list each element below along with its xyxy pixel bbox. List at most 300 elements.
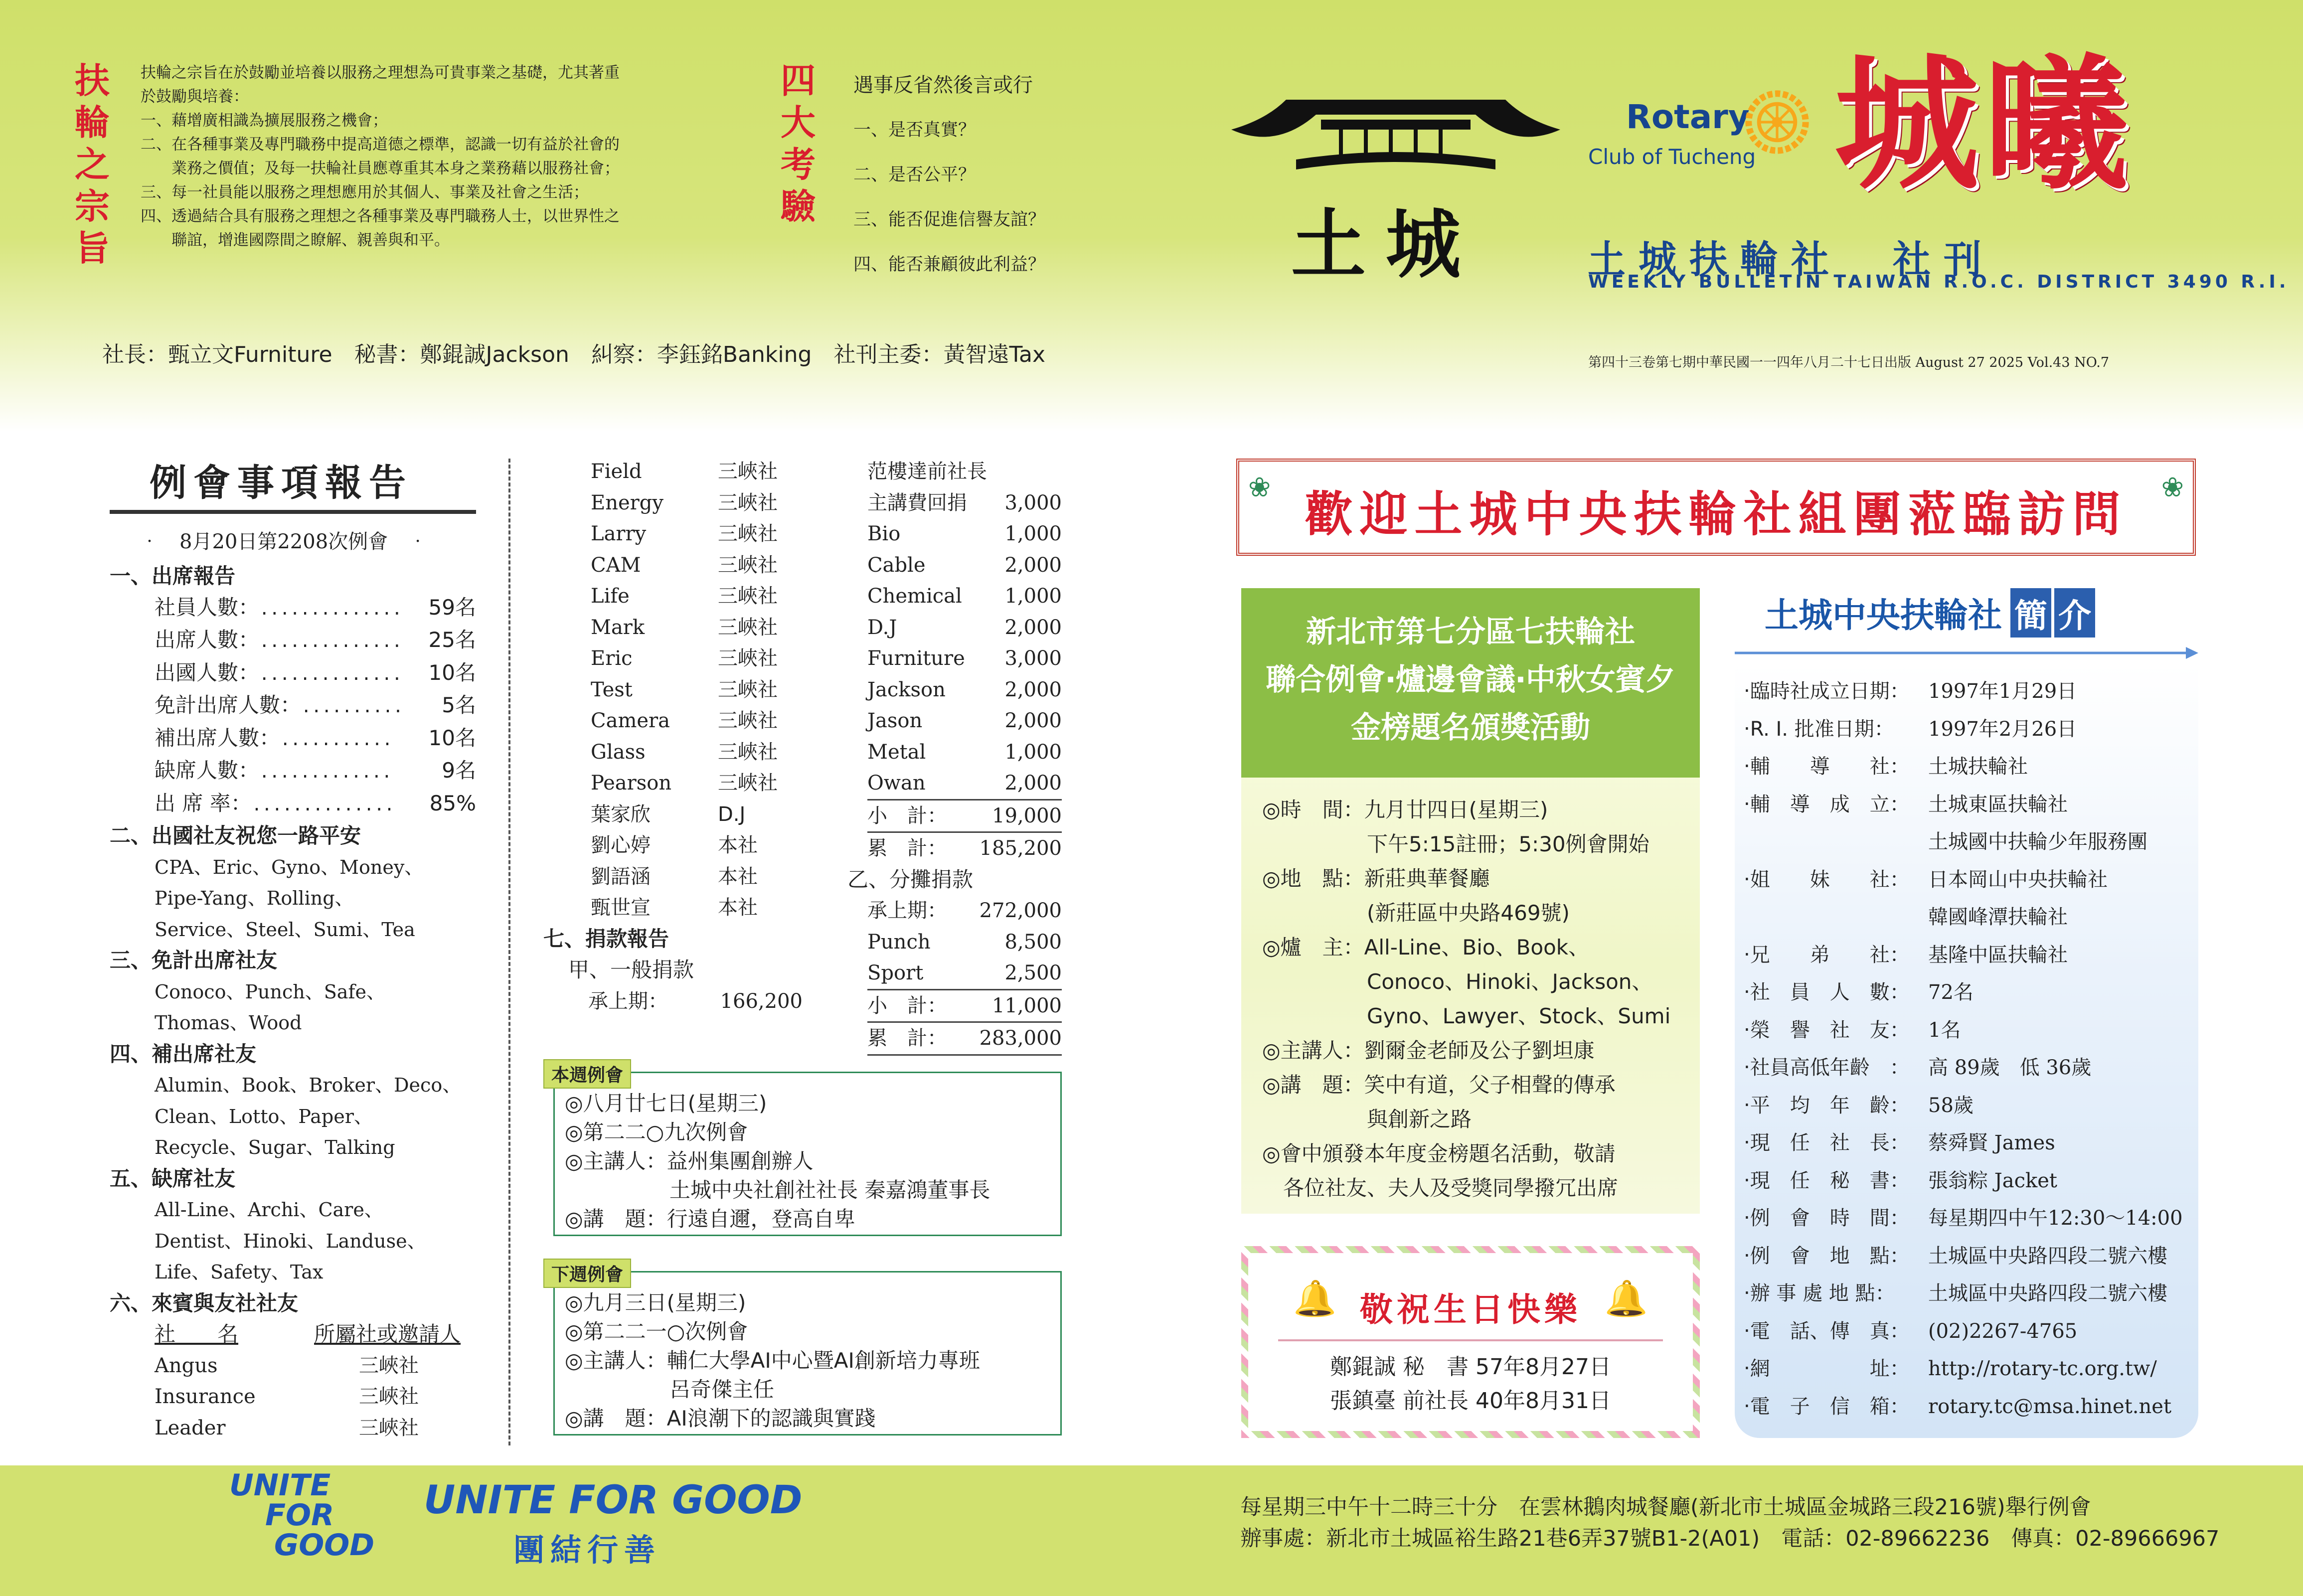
four-way-item: 二、是否公平？ [853,165,976,185]
guest-name: Eric [591,647,633,670]
profile-key: ‧辦 事 處 地 點： [1744,1282,1895,1305]
total-label: 累 計： [867,837,947,860]
guest-name: 葉家欣 [591,802,651,826]
guest-name: Leader [155,1416,226,1439]
profile-value: (02)2267-4765 [1928,1319,2078,1343]
subtotal-a-row [867,799,1062,832]
donation-value: 2,000 [1004,678,1062,701]
event-title-block [1241,588,1700,778]
profile-value: 1997年2月26日 [1928,717,2077,741]
four-way-item: 一、是否真實？ [853,120,976,140]
profile-key: ‧榮 譽 社 友： [1744,1018,1910,1042]
event-title-line: 新北市第七分區七扶輪社 [1306,615,1635,649]
donation-value: 2,000 [1004,616,1062,639]
profile-row [1744,861,2198,899]
attendance-dots: .......... [301,697,403,717]
guest-club: 本社 [718,834,758,857]
guest-name: Angus [155,1354,218,1377]
profile-key: ‧例 會 時 間： [1744,1207,1910,1230]
donation-value: 2,000 [1004,553,1062,577]
profile-row [1744,1012,2198,1050]
profile-key: ‧社 員 人 數： [1744,981,1910,1004]
attendance-label: 出 席 率： [155,791,252,815]
slogan-en: UNITE FOR GOOD [424,1478,803,1523]
profile-value: 高 89歲 低 36歲 [1928,1056,2092,1079]
section-2-line: Service、Steel、Sumi、Tea [155,918,415,941]
section-3-heading: 三、免計出席社友 [110,948,278,972]
subtotal-value: 11,000 [992,994,1062,1017]
profile-row [1744,748,2198,786]
welcome-text: 歡迎土城中央扶輪社組團蒞臨訪問 [1305,486,2128,542]
donation-name: Bio [867,522,901,545]
carry-over-value: 166,200 [720,989,803,1013]
four-way-intro: 遇事反省然後言或行 [853,74,1033,97]
profile-row [1744,1388,2198,1426]
attendance-row [110,625,476,657]
event-title-line: 金榜題名頒獎活動 [1351,710,1590,745]
donation-value: 272,000 [979,899,1062,922]
guest-col-club: 所屬社或邀請人 [314,1322,461,1346]
guest-name: Insurance [155,1385,256,1408]
profile-value: rotary.tc@msa.hinet.net [1928,1395,2172,1418]
temple-gate-icon [1226,80,1565,174]
guest-club: 三峽社 [718,709,778,732]
birthday-title: 敬祝生日快樂 [1360,1290,1581,1329]
profile-row [1744,1238,2198,1276]
donation-row [867,674,1062,706]
birthday-card [1241,1246,1700,1438]
city-name: 土城 [1291,201,1481,289]
next-week-line: 呂奇傑主任 [565,1377,775,1402]
attendance-row [110,723,476,756]
guest-name: 甄世宣 [591,896,651,919]
donation-name: 主講費回捐 [867,491,967,514]
guest-club: 三峽社 [718,522,778,545]
section-4-heading: 四、補出席社友 [110,1041,257,1066]
event-line: ◎主講人：劉爾金老師及公子劉坦康 [1262,1038,1595,1063]
attendance-heading: 一、出席報告 [110,564,236,588]
total-value: 185,200 [979,837,1062,860]
guest-row [110,1413,476,1444]
section-5-line: All-Line、Archi、Care、 [155,1199,383,1221]
attendance-value: 85% [429,791,476,815]
attendance-label: 社員人數： [155,595,260,620]
guest-row [110,1381,476,1413]
section-5-heading: 五、缺席社友 [110,1166,236,1191]
birthday-divider [1278,1339,1663,1341]
profile-value: 土城區中央路四段二號六樓 [1928,1244,2167,1268]
meeting-number: ‧ 8月20日第2208次例會 ‧ [140,530,428,553]
four-way-item: 三、能否促進信譽友誼？ [853,210,1046,230]
attendance-value: 5名 [442,693,476,717]
profile-row [1744,974,2198,1012]
this-week-line: ◎第二二○九次例會 [565,1120,748,1144]
profile-row [1744,1087,2198,1125]
guest-col-name: 社 名 [155,1322,239,1346]
this-week-label: 本週例會 [543,1059,631,1089]
attendance-dots: .............. [259,664,402,684]
event-line: ◎地 點：新莊典華餐廳 [1262,866,1490,891]
donation-row [867,487,1062,519]
profile-key: ‧網 址： [1744,1357,1910,1380]
section-4-line: Recycle、Sugar、Talking [155,1136,395,1158]
donation-value: 1,000 [1004,522,1062,545]
guest-row [543,705,803,737]
guest-name: Life [591,585,630,608]
profile-row [1744,1313,2198,1351]
unite-logo-line: FOR [265,1498,334,1533]
next-week-line: ◎主講人：輔仁大學AI中心暨AI創新培力專班 [565,1348,980,1373]
donation-name: 承上期： [867,899,947,922]
donation-row [867,958,1062,989]
event-line: Gyno、Lawyer、Stock、Sumi [1262,1004,1671,1028]
purpose-item: 二、在各種事業及專門職務中提高道德之標準，認識一切有益於社會的 [141,136,620,154]
donation-value: 1,000 [1004,585,1062,608]
profile-value: 每星期四中午12:30～14:00 [1928,1207,2183,1230]
this-week-line: ◎八月廿七日(星期三) [565,1091,767,1116]
donation-value: 2,000 [1004,772,1062,795]
profile-value: 基隆中區扶輪社 [1928,943,2068,966]
donation-col [847,456,1062,1056]
donation-name: Cable [867,553,926,577]
club-wordmark: Club of Tucheng [1588,145,1756,169]
profile-key: ‧社員高低年齡 ： [1744,1056,1910,1079]
guest-row [543,737,803,768]
profile-row [1744,899,2198,937]
event-line: ◎爐 主：All-Line、Bio、Book、 [1262,935,1590,959]
section-2-heading: 二、出國社友祝您一路平安 [110,823,361,848]
donation-value: 3,000 [1004,647,1062,670]
guest-row [543,581,803,612]
guest-name: Test [591,678,633,701]
four-way-text [853,63,1045,287]
bell-icon: 🔔 [1293,1278,1337,1319]
attendance-row [110,690,476,723]
four-way-item: 四、能否兼顧彼此利益？ [853,255,1046,275]
donation-value: 8,500 [1004,930,1062,954]
guest-row [543,768,803,799]
profile-row [1744,673,2198,711]
profile-key: ‧輔 導 成 立： [1744,793,1910,816]
flower-icon: ❀ [2161,472,2184,503]
event-panel [1241,588,1700,1214]
profile-value: 72名 [1928,981,1974,1004]
profile-value: 1名 [1928,1018,1961,1042]
attendance-dots: ........... [280,729,393,750]
donation-row [867,550,1062,581]
donation-value: 3,000 [1004,491,1062,514]
subtotal-b-row [867,989,1062,1022]
profile-row [1744,711,2198,749]
profile-value: 土城國中扶輪少年服務團 [1928,830,2147,853]
this-week-line: 土城中央社創社社長 秦嘉鴻董事長 [565,1178,990,1202]
guest-row [543,487,803,519]
guest-club: 三峽社 [718,553,778,577]
guest-row [543,799,803,830]
attendance-value: 10名 [428,660,476,685]
next-week-box [553,1271,1062,1436]
footer-office-info: 辦事處：新北市土城區裕生路21巷6弄37號B1-2(A01) 電話：02-89662236 傳真：02-89666967 [1240,1526,2220,1551]
purpose-text [141,61,620,252]
profile-row [1744,1350,2198,1388]
guest-row [543,456,803,487]
purpose-item: 業務之價值；及每一扶輪社員應尊重其本身之業務藉以服務社會； [141,160,620,177]
purpose-item: 四、透過結合具有服務之理想之各種事業及專門職務人士，以世界性之 [141,207,620,225]
attendance-value: 25名 [428,628,476,652]
donation-row [867,612,1062,643]
guest-row [543,861,803,893]
donation-name: D.J [867,616,897,639]
profile-row [1744,823,2198,861]
guest-row [543,612,803,643]
general-donation-heading: 甲、一般捐款 [568,958,694,982]
profile-key: ‧平 均 年 齡： [1744,1094,1910,1117]
attendance-row [110,788,476,821]
guest-row [543,518,803,550]
purpose-item: 一、藉增廣相識為擴展服務之機會； [141,112,388,130]
event-line: Conoco、Hinoki、Jackson、 [1262,969,1653,994]
attendance-row [110,755,476,788]
profile-value: 日本岡山中央扶輪社 [1928,868,2108,891]
guest-name: Energy [591,491,663,514]
donation-name: Owan [867,772,926,795]
attendance-value: 59名 [428,595,476,620]
profile-row [1744,1162,2198,1200]
unite-logo-line: UNITE [229,1468,331,1503]
section-5-line: Dentist、Hinoki、Landuse、 [155,1230,426,1252]
guest-club: 三峽社 [718,740,778,764]
purpose-item: 聯誼，增進國際間之瞭解、親善與和平。 [141,231,450,249]
attendance-label: 出國人數： [155,660,260,685]
guest-name: Mark [591,616,645,639]
donation-name: Chemical [867,585,962,608]
guest-club: 三峽社 [359,1354,419,1377]
profile-key: ‧電 話、傳 真： [1744,1319,1910,1343]
column-divider [508,459,510,1445]
event-line: 各位社友、夫人及受獎同學撥冗出席 [1262,1176,1619,1200]
next-week-line: ◎九月三日(星期三) [565,1290,746,1315]
profile-arrow-icon [1735,643,2198,663]
guest-club: 三峽社 [718,585,778,608]
guest-list-a [110,1350,476,1444]
profile-value: http://rotary-tc.org.tw/ [1928,1357,2157,1380]
purpose-intro-1: 扶輪之宗旨在於鼓勵並培養以服務之理想為可貴事業之基礎，尤其著重 [141,64,620,82]
attendance-label: 出席人數： [155,628,260,652]
donation-row [867,705,1062,737]
club-title: 土城扶輪社 社刊 [1588,237,1994,282]
profile-value: 韓國峰潭扶輪社 [1928,906,2068,929]
bell-icon: 🔔 [1604,1278,1648,1319]
subtotal-label: 小 計： [867,804,947,827]
guest-club: 三峽社 [718,460,778,483]
subtotal-value: 19,000 [992,804,1062,827]
section-3-line: Conoco、Punch、Safe、 [155,980,385,1003]
profile-value: 土城東區扶輪社 [1928,793,2068,816]
attendance-row [110,592,476,625]
guest-club: 三峽社 [359,1416,419,1439]
donation-row [867,768,1062,799]
profile-tag: 介 [2054,588,2095,638]
guest-row [543,892,803,924]
donation-value: 2,500 [1004,961,1062,984]
donation-row [867,927,1062,958]
attendance-label: 補出席人數： [155,725,281,750]
event-title-line: 聯合例會‧爐邊會議‧中秋女賓夕 [1266,662,1675,697]
profile-key: ‧R. I. 批准日期： [1744,717,1894,741]
profile-title-row [1765,588,2095,643]
slogan-zh: 團結行善 [513,1532,661,1568]
profile-row [1744,937,2198,974]
guest-name: Camera [591,709,670,732]
profile-title: 土城中央扶輪社 [1765,596,2002,636]
donation-name: Jackson [867,678,946,701]
guest-club: 三峽社 [718,647,778,670]
donation-name: Sport [867,961,924,984]
guest-club: 三峽社 [718,616,778,639]
attendance-dots: ............. [259,762,392,782]
rotary-wordmark: Rotary [1626,98,1750,136]
profile-row [1744,1200,2198,1238]
carry-over-row [543,986,803,1017]
unite-logo-line: GOOD [274,1528,375,1563]
unite-logo [229,1468,375,1563]
guest-name: Larry [591,522,647,545]
purpose-intro-2: 於鼓勵與培養： [141,88,249,106]
purpose-title: 扶輪之宗旨 [75,60,110,269]
attendance-dots: .............. [251,795,395,815]
attendance-dots: .............. [259,599,402,619]
four-way-title: 四大考驗 [781,60,816,227]
donation-name: Punch [867,930,931,954]
guest-club: D.J [718,802,746,826]
guest-table-header [110,1319,476,1350]
section-2-line: Pipe-Yang、Rolling、 [155,887,354,909]
title-underline [110,510,476,514]
next-week-label: 下週例會 [543,1259,631,1288]
guest-name: CAM [591,553,641,577]
event-line: (新莊區中央路469號) [1262,901,1570,925]
donation-row [867,895,1062,927]
profile-key: ‧輔 導 社： [1744,755,1910,778]
donation-row [867,581,1062,612]
guest-row [543,643,803,674]
welcome-banner [1236,459,2196,556]
profile-value: 1997年1月29日 [1928,680,2077,703]
issue-line: 第四十三卷第七期中華民國一一四年八月二十七日出版 August 27 2025 Vol.43 NO.7 [1588,355,2110,370]
section-7-heading: 七、捐款報告 [543,926,669,951]
total-value: 283,000 [979,1027,1062,1050]
profile-row [1744,1124,2198,1162]
section-4-line: Alumin、Book、Broker、Deco、 [155,1074,462,1096]
attendance-list [110,592,476,821]
donation-row [867,518,1062,550]
attendance-value: 9名 [442,758,476,783]
birthday-line: 鄭錕誠 秘 書 57年8月27日 [1330,1354,1611,1380]
masthead-title: 城曦 [1834,40,2134,209]
guest-name: Field [591,460,642,483]
guest-club: 本社 [718,896,758,919]
attendance-value: 10名 [428,725,476,750]
this-week-box [553,1072,1062,1236]
guest-club: 三峽社 [359,1385,419,1408]
flower-icon: ❀ [1248,472,1271,503]
profile-key: ‧電 子 信 箱： [1744,1395,1910,1418]
profile-row [1744,1049,2198,1087]
section-6-heading: 六、來賓與友社社友 [110,1290,299,1315]
donation-name: Jason [867,709,923,732]
section-4-line: Clean、Lotto、Paper、 [155,1105,373,1127]
guest-row [543,830,803,861]
event-details [1241,778,1700,1205]
birthday-line: 張鎮臺 前社長 40年8月31日 [1330,1388,1611,1414]
section-3-line: Thomas、Wood [155,1012,302,1034]
profile-key: ‧臨時社成立日期： [1744,680,1910,703]
next-week-line: ◎第二二一○次例會 [565,1319,748,1344]
guest-club: 三峽社 [718,678,778,701]
profile-value: 58歲 [1928,1094,1974,1117]
profile-value: 蔡舜賢 James [1928,1131,2055,1154]
attendance-label: 免計出席人數： [155,693,302,717]
profile-panel [1735,663,2198,1438]
profile-tag: 簡 [2010,588,2051,638]
donation-value: 2,000 [1004,709,1062,732]
subtotal-label: 小 計： [867,994,947,1017]
profile-row [1744,786,2198,824]
profile-key: ‧姐 妹 社： [1744,868,1910,891]
profile-key: ‧兄 弟 社： [1744,943,1910,966]
guest-club: 三峽社 [718,772,778,795]
footer-meeting-info: 每星期三中午十二時三十分 在雲林鵝肉城餐廳(新北市土城區金城路三段216號)舉行例會 [1240,1495,2091,1520]
guest-name: 劉心婷 [591,834,651,857]
guest-name: Pearson [591,772,672,795]
total-b-row [867,1021,1062,1056]
profile-key: ‧現 任 社 長： [1744,1131,1910,1154]
profile-key: ‧例 會 地 點： [1744,1244,1910,1268]
event-line: 下午5:15註冊；5:30例會開始 [1262,832,1649,856]
this-week-line: ◎講 題：行遠自邇，登高自卑 [565,1207,855,1231]
donation-row [867,643,1062,674]
event-line: ◎時 間：九月廿四日(星期三) [1262,798,1548,822]
profile-value: 張翁粽 Jacket [1928,1169,2057,1192]
report-col2 [543,456,803,1017]
donation-name: Metal [867,740,926,764]
donation-row [867,737,1062,768]
event-line: ◎講 題：笑中有道，父子相聲的傳承 [1262,1073,1616,1097]
section-2-line: CPA、Eric、Gyno、Money、 [155,856,424,878]
guest-row [543,550,803,581]
donation-value: 1,000 [1004,740,1062,764]
shared-donation-heading: 乙、分攤捐款 [847,867,974,892]
profile-value: 土城區中央路四段二號六樓 [1928,1282,2167,1305]
guest-name: Glass [591,740,646,764]
this-week-line: ◎主講人：益州集團創辦人 [565,1149,814,1173]
purpose-item: 三、每一社員能以服務之理想應用於其個人、事業及社會之生活； [141,183,589,201]
guest-row [543,674,803,706]
attendance-row [110,657,476,690]
officers-line: 社長：甄立文Furniture 秘書：鄭錕誠Jackson 糾察：李鈺銘Banking 社刊主委：黃智遠Tax [102,342,1046,367]
bulletin-subtitle: WEEKLY BULLETIN TAIWAN R.O.C. DISTRICT 3490 R.I. [1588,272,2290,292]
event-line: 與創新之路 [1262,1107,1472,1131]
section-5-line: Life、Safety、Tax [155,1261,324,1283]
total-a-row [867,831,1062,864]
carry-over-label: 承上期： [588,989,668,1013]
attendance-dots: .............. [259,632,402,651]
profile-value: 土城扶輪社 [1928,755,2028,778]
next-week-line: ◎講 題：AI浪潮下的認識與實踐 [565,1406,876,1431]
donation-head: 范樓達前社長 [867,460,987,483]
event-line: ◎會中頒發本年度金榜題名活動，敬請 [1262,1141,1616,1166]
guest-club: 三峽社 [718,491,778,514]
